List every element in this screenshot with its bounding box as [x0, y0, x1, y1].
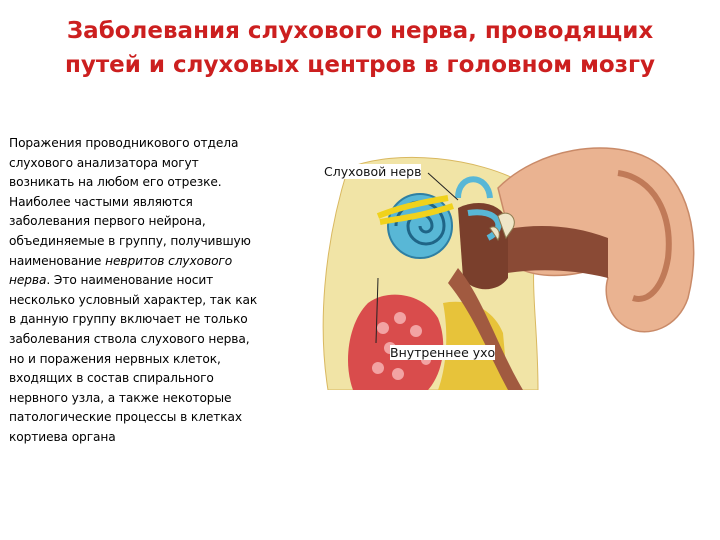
body-line	[9, 271, 309, 291]
body-line: объединяемые в группу, получившую	[9, 233, 251, 248]
ear-anatomy-illustration	[308, 128, 718, 390]
slide-title-line-2: путей и слуховых центров в головном мозгу	[64, 52, 656, 78]
body-line: Наиболее частыми являются	[9, 194, 193, 209]
body-line: нервного узла, а также некоторые	[9, 390, 232, 405]
italic-term: нерва	[9, 273, 47, 288]
body-line: в данную группу включает не только	[9, 312, 248, 327]
body-text-segment: . Это наименование носит	[46, 273, 214, 288]
body-line: возникать на любом его отрезке.	[9, 175, 222, 190]
body-line: входящих в состав спирального	[9, 371, 214, 386]
label-inner-ear: Внутреннее ухо	[390, 345, 496, 360]
body-line: заболевания ствола слухового нерва,	[9, 331, 250, 346]
label-auditory-nerve: Слуховой нерв	[324, 164, 422, 179]
slide-title	[20, 14, 700, 82]
body-line	[9, 252, 309, 272]
body-line: патологические процессы в клетках	[9, 410, 243, 425]
body-line: Поражения проводникового отдела	[9, 136, 239, 150]
body-line: заболевания первого нейрона,	[9, 214, 206, 229]
slide-title-line-1: Заболевания слухового нерва, проводящих	[66, 18, 654, 44]
body-text-segment: наименование	[9, 253, 106, 268]
body-line: кортиева органа	[9, 429, 116, 444]
body-paragraph	[9, 134, 309, 448]
body-line: несколько условный характер, так как	[9, 292, 258, 307]
italic-term: невритов слухового	[105, 253, 233, 268]
body-line: слухового анализатора могут	[9, 155, 199, 170]
body-line: но и поражения нервных клеток,	[9, 351, 221, 366]
